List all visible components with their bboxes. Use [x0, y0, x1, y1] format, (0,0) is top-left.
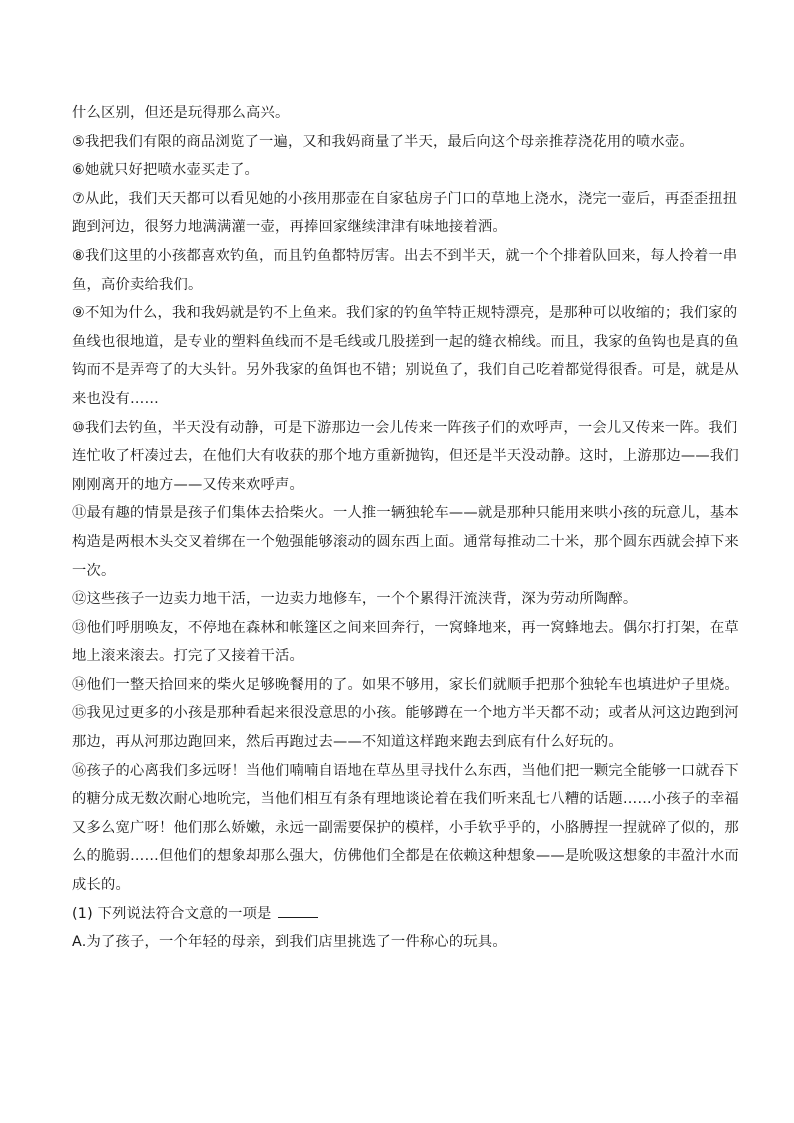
question-stem-line	[72, 900, 722, 929]
passage-line: ⑨不知为什么，我和我妈就是钓不上鱼来。我们家的钓鱼竿特正规特漂亮，是那种可以收缩的；我们家的	[72, 305, 738, 322]
passage-line: 来也没有……	[72, 390, 159, 407]
passage-line: 什么区别，但还是玩得那么高兴。	[72, 105, 290, 121]
passage-line: 跑到河边，很努力地满满灌一壶，再捧回家继续津津有味地接着洒。	[72, 219, 507, 236]
passage-line: 又多么宽广呀！他们那么娇嫩，永远一副需要保护的模样，小手软乎乎的，小胳膊捏一捏就碎了似的，那	[72, 819, 739, 836]
passage-line: 那边，再从河那边跑回来，然后再跑过去——不知道这样跑来跑去到底有什么好玩的。	[72, 734, 623, 751]
passage-line: 刚刚离开的地方——又传来欢呼声。	[72, 476, 304, 493]
passage-line: 的糖分成无数次耐心地吮完，当他们相互有条有理地谈论着在我们听来乱七八糟的话题……小孩子的幸福	[72, 791, 739, 808]
passage-line: ⑤我把我们有限的商品浏览了一遍，又和我妈商量了半天，最后向这个母亲推荐浇花用的喷水壶。	[72, 133, 694, 150]
passage-line: ⑯孩子的心离我们多远呀！当他们喃喃自语地在草丛里寻找什么东西，当他们把一颗完全能够一口就吞下	[72, 762, 739, 779]
passage-line: 一次。	[72, 562, 116, 579]
passage-line: ⑧我们这里的小孩都喜欢钓鱼，而且钓鱼都特厉害。出去不到半天，就一个个排着队回来，每人拎着一串	[72, 247, 738, 264]
answer-blank[interactable]	[278, 903, 318, 918]
passage-line: ⑥她就只好把喷水壶买走了。	[72, 162, 259, 179]
passage-line: ⑫这些孩子一边卖力地干活，一边卖力地修车，一个个累得汗流浃背，深为劳动所陶醉。	[72, 591, 638, 608]
question-stem: (1) 下列说法符合文意的一项是	[72, 905, 272, 922]
passage-line: 连忙收了杆凑过去，在他们大有收获的那个地方重新抛钩，但还是半天没动静。这时，上游那边——我们	[72, 448, 739, 465]
passage-line: ⑩我们去钓鱼，半天没有动静，可是下游那边一会儿传来一阵孩子们的欢呼声，一会儿又传来一阵。我们	[72, 419, 738, 436]
passage-line: ⑮我见过更多的小孩是那种看起来很没意思的小孩。能够蹲在一个地方半天都不动；或者从河这边跑到河	[72, 705, 739, 722]
passage-line: 构造是两根木头交叉着绑在一个勉强能够滚动的圆东西上面。通常每推动二十米，那个圆东西就会掉下来	[72, 533, 739, 550]
passage-line: ⑪最有趣的情景是孩子们集体去拾柴火。一人推一辆独轮车——就是那种只能用来哄小孩的玩意儿，基本	[72, 505, 739, 522]
passage-line: ⑬他们呼朋唤友，不停地在森林和帐篷区之间来回奔行，一窝蜂地来，再一窝蜂地去。偶尔打打架，在草	[72, 619, 739, 636]
passage-line: 成长的。	[72, 877, 130, 894]
passage-line: 地上滚来滚去。打完了又接着干活。	[72, 648, 304, 665]
passage-line: ⑭他们一整天拾回来的柴火足够晚餐用的了。如果不够用，家长们就顺手把那个独轮车也填进炉子里烧。	[72, 676, 739, 693]
question-option-a: A.为了孩子，一个年轻的母亲，到我们店里挑选了一件称心的玩具。	[72, 934, 507, 951]
passage-line: 么的脆弱……但他们的想象却那么强大，仿佛他们全都是在依赖这种想象——是吮吸这想象的丰盈汁水而	[72, 848, 739, 865]
passage-line: 鱼线也很地道，是专业的塑料鱼线而不是毛线或几股搓到一起的缝衣棉线。而且，我家的鱼钩也是真的鱼	[72, 333, 739, 350]
passage-line: ⑦从此，我们天天都可以看见她的小孩用那壶在自家毡房子门口的草地上浇水，浇完一壶后，再歪歪扭扭	[72, 190, 738, 207]
passage-line: 鱼，高价卖给我们。	[72, 276, 203, 293]
document-page	[72, 99, 739, 957]
passage-line: 钩而不是弄弯了的大头针。另外我家的鱼饵也不错；别说鱼了，我们自己吃着都觉得很香。可是，就是从	[72, 362, 739, 379]
